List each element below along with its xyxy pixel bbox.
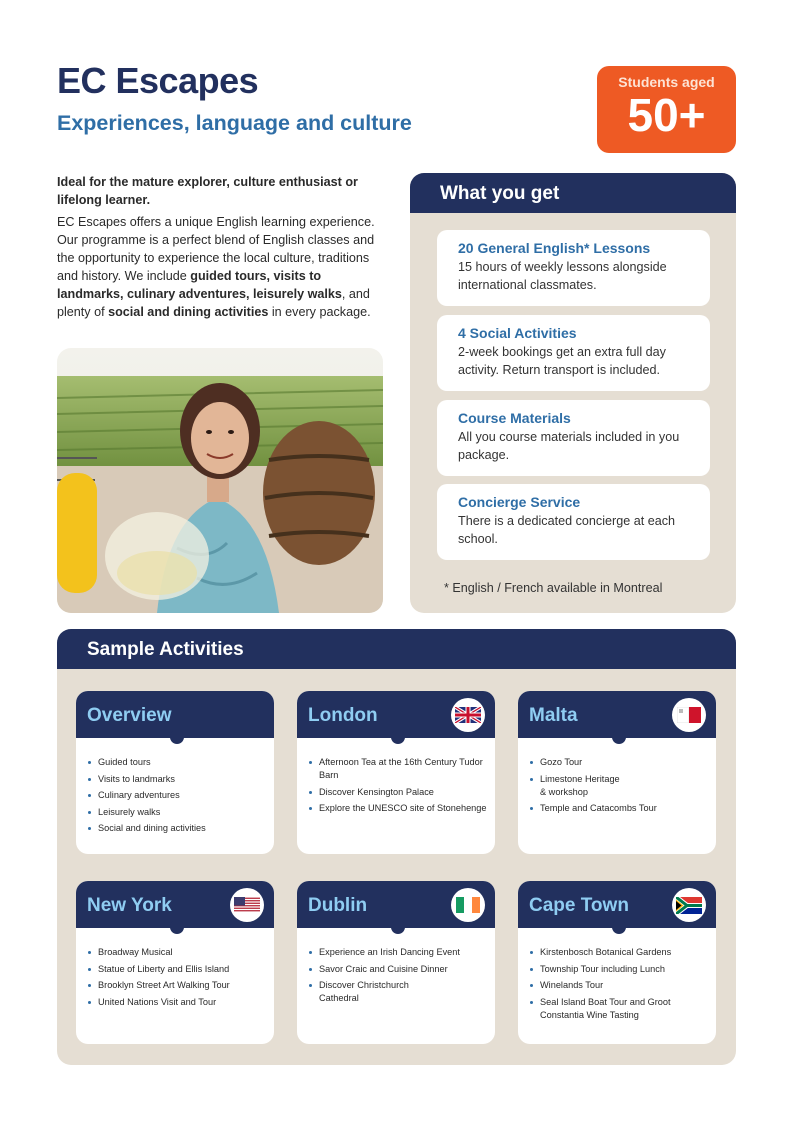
list-item: Explore the UNESCO site of Stonehenge	[309, 802, 491, 815]
list-item: Discover Kensington Palace	[309, 786, 491, 799]
activity-card-title	[518, 881, 716, 928]
benefit-text: All you course materials included in you package.	[458, 430, 680, 462]
intro-section	[57, 173, 387, 321]
activity-card-title	[297, 881, 495, 928]
list-item: Limestone Heritage & workshop	[530, 773, 712, 799]
activity-list	[76, 928, 274, 1009]
activity-card-title-text: Overview	[87, 705, 172, 726]
pointer-dot	[391, 920, 405, 934]
uk-flag-icon	[451, 698, 485, 732]
activity-card-new-york	[76, 881, 274, 1044]
benefit-card	[437, 400, 710, 476]
malta-flag-icon	[672, 698, 706, 732]
activity-list	[297, 928, 495, 1005]
activity-list	[518, 928, 716, 1022]
list-item: Social and dining activities	[88, 822, 270, 835]
benefit-title: 4 Social Activities	[458, 325, 577, 341]
list-item: Afternoon Tea at the 16th Century Tudor Barn	[309, 756, 491, 782]
benefit-text: There is a dedicated concierge at each school.	[458, 514, 676, 546]
what-you-get-heading: What you get	[410, 173, 736, 213]
badge-value: 50+	[627, 89, 706, 141]
benefit-card	[437, 315, 710, 391]
activity-card-title	[297, 691, 495, 738]
activity-card-overview	[76, 691, 274, 854]
list-item: United Nations Visit and Tour	[88, 996, 270, 1009]
activity-card-dublin	[297, 881, 495, 1044]
hero-photo	[57, 348, 383, 613]
pointer-dot	[612, 920, 626, 934]
intro-highlight: social and dining activities	[108, 305, 269, 319]
activity-list	[297, 738, 495, 815]
list-item: Statue of Liberty and Ellis Island	[88, 963, 270, 976]
list-item: Gozo Tour	[530, 756, 712, 769]
benefit-title: 20 General English* Lessons	[458, 240, 651, 256]
pointer-dot	[391, 730, 405, 744]
list-item: Savor Craic and Cuisine Dinner	[309, 963, 491, 976]
footnote: * English / French available in Montreal	[444, 581, 663, 595]
pointer-dot	[170, 730, 184, 744]
activity-card-title-text: Dublin	[308, 895, 368, 916]
sample-activities-panel	[57, 629, 736, 1065]
intro-highlight: guided tours, visits to landmarks, culinary adventures, leisurely walks	[57, 269, 342, 301]
activity-list	[518, 738, 716, 815]
list-item: Leisurely walks	[88, 806, 270, 819]
list-item: Guided tours	[88, 756, 270, 769]
list-item: Culinary adventures	[88, 789, 270, 802]
age-badge	[597, 66, 736, 153]
page-subtitle: Experiences, language and culture	[57, 111, 412, 135]
list-item: Brooklyn Street Art Walking Tour	[88, 979, 270, 992]
activity-list	[76, 738, 274, 835]
list-item: Discover Christchurch Cathedral	[309, 979, 491, 1005]
pointer-dot	[612, 730, 626, 744]
photo-illustration	[57, 348, 383, 613]
page-title: EC Escapes	[57, 60, 259, 101]
us-flag-icon	[230, 888, 264, 922]
ireland-flag-icon	[451, 888, 485, 922]
list-item: Temple and Catacombs Tour	[530, 802, 712, 815]
activity-card-title-text: Malta	[529, 705, 578, 726]
intro-text: , and plenty of	[57, 287, 370, 319]
list-item: Winelands Tour	[530, 979, 712, 992]
list-item: Kirstenbosch Botanical Gardens	[530, 946, 712, 959]
activity-card-title-text: London	[308, 705, 378, 726]
benefit-title: Course Materials	[458, 410, 571, 426]
south-africa-flag-icon	[672, 888, 706, 922]
list-item: Broadway Musical	[88, 946, 270, 959]
list-item: Experience an Irish Dancing Event	[309, 946, 491, 959]
intro-text: EC Escapes offers a unique English learning experience. Our programme is a perfect blend of English classes and the opportunity to experience the local culture, traditions and history. We include	[57, 215, 375, 283]
activity-card-title	[76, 691, 274, 738]
list-item: Visits to landmarks	[88, 773, 270, 786]
benefit-card	[437, 230, 710, 306]
benefit-text: 15 hours of weekly lessons alongside international classmates.	[458, 260, 667, 292]
activity-card-title	[76, 881, 274, 928]
list-item: Township Tour including Lunch	[530, 963, 712, 976]
benefit-text: 2-week bookings get an extra full day activity. Return transport is included.	[458, 345, 666, 377]
badge-label: Students aged	[618, 74, 715, 90]
list-item: Seal Island Boat Tour and Groot Constantia Wine Tasting	[530, 996, 712, 1022]
activity-card-title-text: New York	[87, 895, 172, 916]
activity-card-title	[518, 691, 716, 738]
benefit-card	[437, 484, 710, 560]
pointer-dot	[170, 920, 184, 934]
activity-card-malta	[518, 691, 716, 854]
benefit-title: Concierge Service	[458, 494, 581, 510]
intro-lead: Ideal for the mature explorer, culture enthusiast or lifelong learner.	[57, 175, 358, 207]
activity-card-title-text: Cape Town	[529, 895, 629, 916]
activity-card-london	[297, 691, 495, 854]
intro-text: in every package.	[268, 305, 371, 319]
activity-card-cape-town	[518, 881, 716, 1044]
intro-body	[57, 213, 387, 321]
sample-activities-heading: Sample Activities	[57, 629, 736, 669]
what-you-get-panel	[410, 173, 736, 613]
